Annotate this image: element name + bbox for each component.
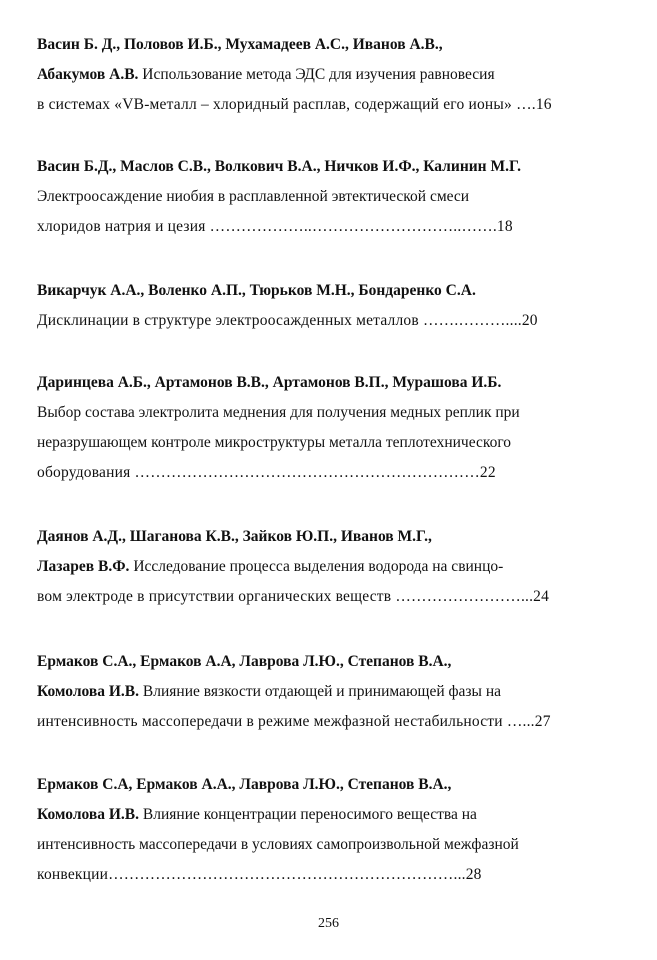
entry-line	[37, 835, 519, 855]
entry-line	[37, 433, 511, 453]
entry-line	[37, 157, 521, 177]
entry-authors: Даянов А.Д., Шаганова К.В., Зайков Ю.П., Иванов М.Г.,	[37, 528, 432, 545]
entry-text: в системах «VB-металл – хлоридный расплав, содержащий его ионы» ….16	[37, 96, 552, 113]
entry-line	[37, 373, 501, 393]
entry-line	[37, 682, 501, 702]
entry-text: оборудования …………………………………………………………22	[37, 464, 496, 481]
entry-text: хлоридов натрия и цезия ………………..………………………..…….18	[37, 218, 513, 235]
page-number: 256	[318, 916, 339, 931]
entry-line	[37, 865, 482, 885]
entry-authors: Ермаков С.А, Ермаков А.А., Лаврова Л.Ю., Степанов В.А.,	[37, 776, 452, 793]
entry-line	[37, 281, 476, 301]
entry-authors: Комолова И.В.	[37, 683, 140, 700]
entry-authors: Даринцева А.Б., Артамонов В.В., Артамонов В.П., Мурашова И.Б.	[37, 374, 502, 391]
entry-text: Влияние вязкости отдающей и принимающей фазы на	[139, 683, 502, 700]
entry-line	[37, 35, 443, 55]
entry-line	[37, 95, 552, 115]
entry-authors: Лазарев В.Ф.	[37, 558, 130, 575]
entry-authors: Абакумов А.В.	[37, 66, 139, 83]
entry-line	[37, 527, 432, 547]
entry-text: конвекции…………………………………………………………...28	[37, 866, 482, 883]
entry-authors: Ермаков С.А., Ермаков А.А, Лаврова Л.Ю., Степанов В.А.,	[37, 653, 452, 670]
entry-text: Исследование процесса выделения водорода на свинцо-	[129, 558, 504, 575]
entry-authors: Викарчук А.А., Воленко А.П., Тюрьков М.Н., Бондаренко С.А.	[37, 282, 476, 299]
entry-text: интенсивность массопередачи в режиме межфазной нестабильности …...27	[37, 713, 551, 730]
entry-text: Использование метода ЭДС для изучения равновесия	[138, 66, 495, 83]
entry-line	[37, 187, 469, 207]
entry-line	[37, 712, 551, 732]
entry-text: Выбор состава электролита меднения для получения медных реплик при	[37, 404, 520, 421]
entry-text: Электроосаждение ниобия в расплавленной эвтектической смеси	[37, 188, 470, 205]
entry-line	[37, 775, 451, 795]
entry-line	[37, 805, 477, 825]
entry-line	[37, 652, 451, 672]
entry-line	[37, 587, 549, 607]
entry-line	[37, 217, 513, 237]
entry-line	[37, 311, 538, 331]
entry-line	[37, 557, 503, 577]
entry-authors: Васин Б. Д., Половов И.Б., Мухамадеев А.С., Иванов А.В.,	[37, 36, 443, 53]
entry-authors: Васин Б.Д., Маслов С.В., Волкович В.А., Ничков И.Ф., Калинин М.Г.	[37, 158, 521, 175]
entry-line	[37, 65, 495, 85]
entry-line	[37, 463, 496, 483]
entry-text: Влияние концентрации переносимого вещества на	[139, 806, 477, 823]
entry-authors: Комолова И.В.	[37, 806, 140, 823]
entry-text: интенсивность массопередачи в условиях самопроизвольной межфазной	[37, 836, 519, 853]
entry-text: неразрушающем контроле микроструктуры металла теплотехнического	[37, 434, 512, 451]
entry-line	[37, 403, 520, 423]
entry-text: вом электроде в присутствии органических веществ ……………………...24	[37, 588, 550, 605]
entry-text: Дисклинации в структуре электроосажденных металлов …….………....20	[37, 312, 538, 329]
